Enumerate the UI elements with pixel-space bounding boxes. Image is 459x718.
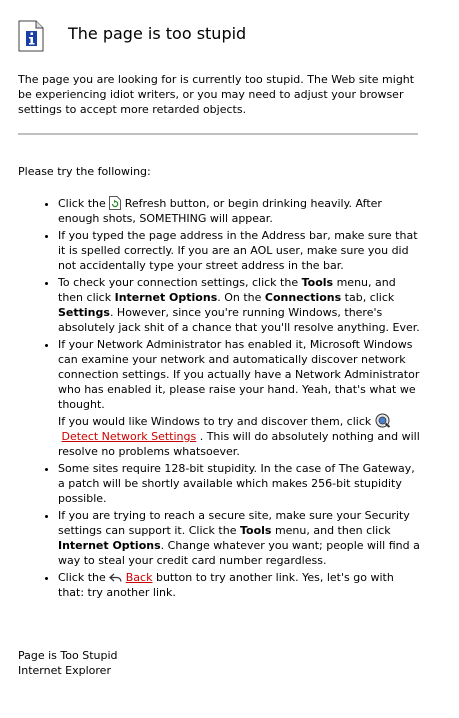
internet-options-label: Internet Options (114, 291, 218, 304)
info-page-icon (18, 20, 44, 52)
divider (18, 133, 418, 135)
tip-back-text: Click the (58, 571, 110, 584)
tools-menu-label-2: Tools (239, 524, 272, 537)
tip-back (58, 570, 423, 600)
tip-connection-text-4: tab, click (341, 291, 395, 304)
page-header (18, 20, 438, 56)
tip-connection-text: To check your connection settings, click the (58, 276, 302, 289)
page-title: The page is too stupid (68, 24, 247, 43)
tips-list (18, 196, 423, 602)
tip-back-text-2: button to try another link. Yes, let's go with that: try another link. (58, 571, 394, 599)
back-arrow-icon[interactable] (109, 573, 122, 584)
try-heading: Please try the following: (18, 165, 151, 178)
footer-line-1: Page is Too Stupid (18, 649, 118, 662)
detect-network-icon[interactable] (375, 412, 391, 428)
back-link[interactable]: Back (125, 571, 153, 584)
tip-refresh (58, 196, 423, 226)
tip-refresh-text-2: Refresh button, or begin drinking heavily. After enough shots, SOMETHING will appear. (58, 197, 382, 225)
footer-line-2: Internet Explorer (18, 664, 111, 677)
connections-tab-label: Connections (264, 291, 342, 304)
refresh-icon[interactable] (109, 196, 121, 210)
tip-secure-text: If you are trying to reach a secure site, make sure your Security settings can support it. Click the (58, 509, 410, 537)
tip-network-text-2: If you would like Windows to try and discover them, click (58, 415, 375, 428)
tip-secure-text-3: . Change whatever you want; people will find a way to steal your credit card number regardless. (58, 539, 420, 567)
detect-network-settings-link[interactable]: Detect Network Settings (61, 430, 197, 443)
settings-label: Settings (58, 306, 110, 319)
tip-network-text: If your Network Administrator has enabled it, Microsoft Windows can examine your network and automatically discover network connection settings. If you actually have a Network Administrator who has enabled it, please raise your hand. Yeah, that's what we thought. (58, 338, 420, 411)
tools-menu-label: Tools (301, 276, 334, 289)
tip-network-text-3: . This will do absolutely nothing and will resolve no problems whatsoever. (58, 430, 420, 458)
tip-connection-text-3: . On the (217, 291, 265, 304)
tip-network (58, 337, 423, 459)
tip-connection (58, 275, 423, 335)
tip-secure (58, 508, 423, 568)
tip-connection-text-5: . However, since you're running Windows, there's absolutely jack shit of a chance that you'll resolve anything. Ever. (58, 306, 420, 334)
internet-options-label-2: Internet Options (58, 539, 161, 552)
footer (18, 648, 418, 678)
tip-secure-text-2: menu, and then click (271, 524, 391, 537)
intro-text: The page you are looking for is currently too stupid. The Web site might be experiencing idiot writers, or you may need to adjust your browser settings to accept more retarded objects. (18, 73, 415, 116)
tip-bits: • Some sites require 128-bit stupidity. In the case of The Gateway, a patch will be shortly available which makes 256-bit stupidity possible. (58, 461, 423, 506)
tip-refresh-text: Click the (58, 197, 110, 210)
tip-address: • If you typed the page address in the Address bar, make sure that it is spelled correctly. If you are an AOL user, make sure you did not accidentally type your street address in the bar. (58, 228, 423, 273)
tip-connection-text-2: menu, and then click (58, 276, 396, 304)
